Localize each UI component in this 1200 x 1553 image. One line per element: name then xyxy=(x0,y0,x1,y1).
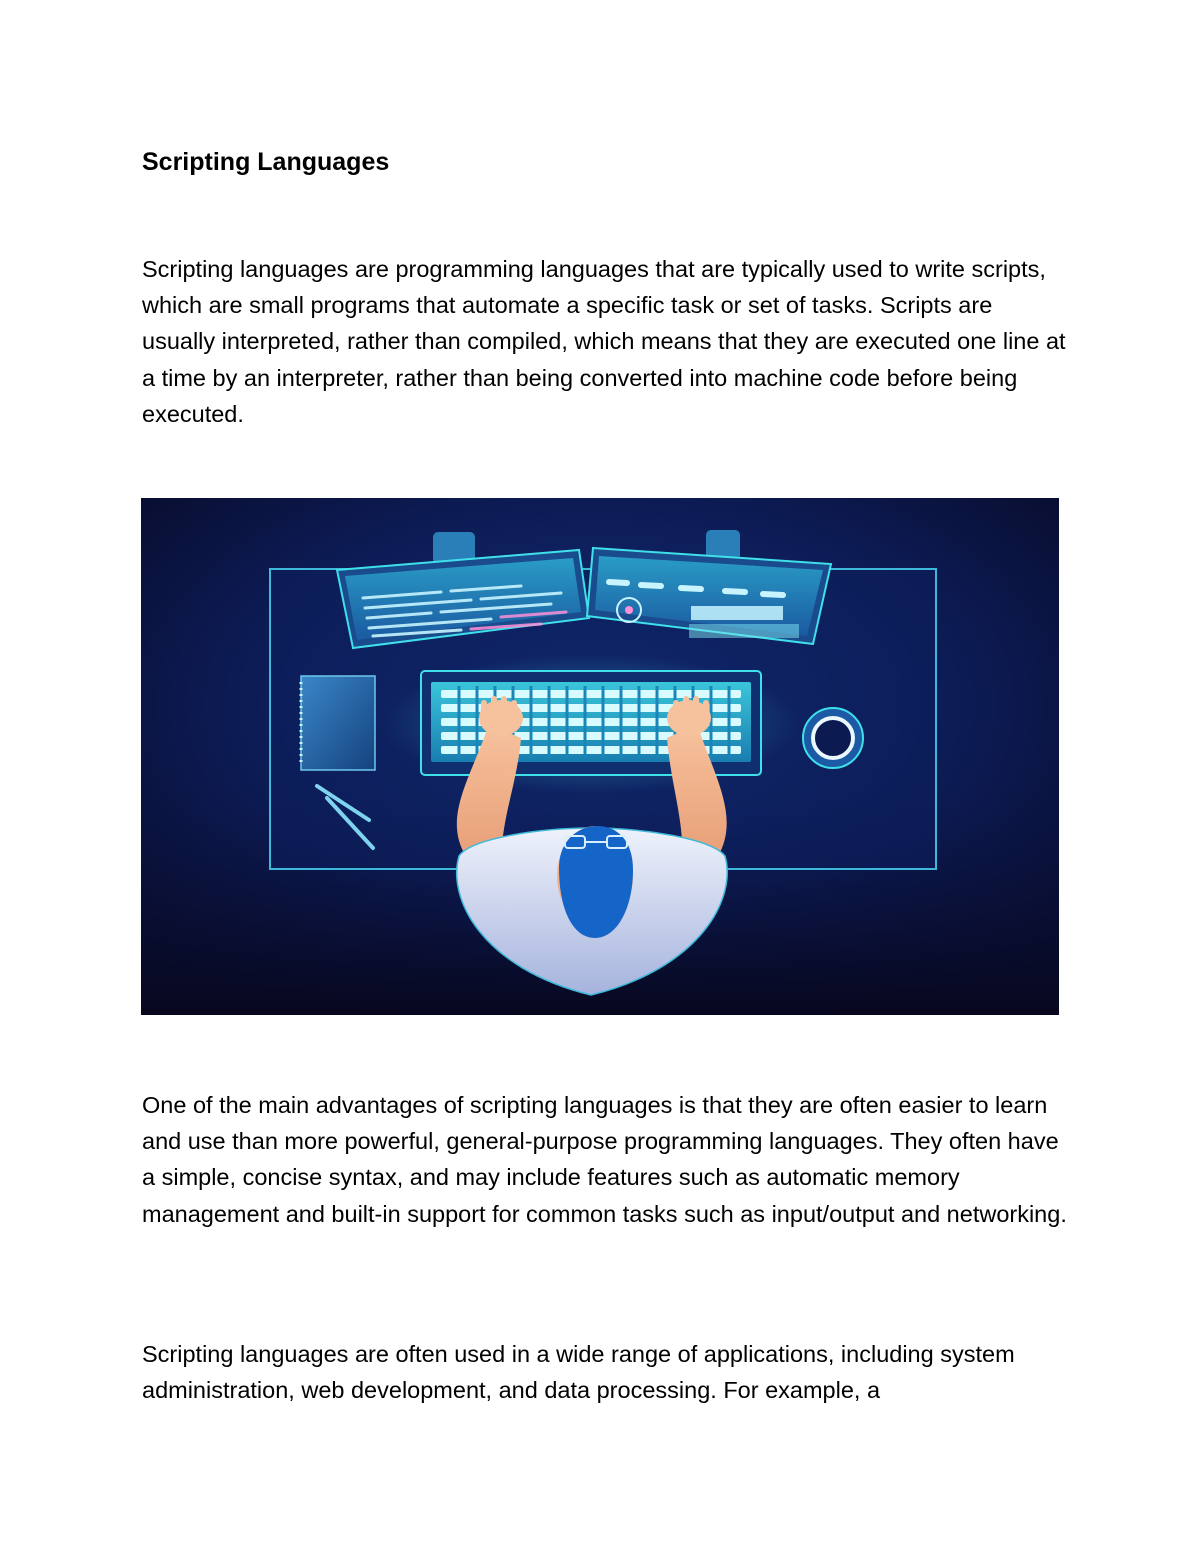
coffee-cup xyxy=(803,708,863,768)
paragraph-advantages: One of the main advantages of scripting languages is that they are often easier to learn and use than more powerful, general-purpose programming languages. They often have a simple, concise syntax, and may include features such as automatic memory management and built-in support for common tasks such as input/output and networking. xyxy=(142,1092,1067,1227)
keyboard xyxy=(381,654,801,794)
notebook xyxy=(301,676,375,770)
page-title: Scripting Languages xyxy=(142,148,390,176)
paragraph-applications: Scripting languages are often used in a wide range of applications, including system administration, web development, and data processing. For example, a xyxy=(142,1341,1015,1404)
paragraph-intro: Scripting languages are programming languages that are typically used to write scripts, which are small programs that automate a specific task or set of tasks. Scripts are usually interpreted, rather than compiled, which means that they are executed one line at a time by an interpreter, rather than being converted into machine code before being executed. xyxy=(142,256,1066,427)
programmer-illustration xyxy=(141,498,1059,1015)
